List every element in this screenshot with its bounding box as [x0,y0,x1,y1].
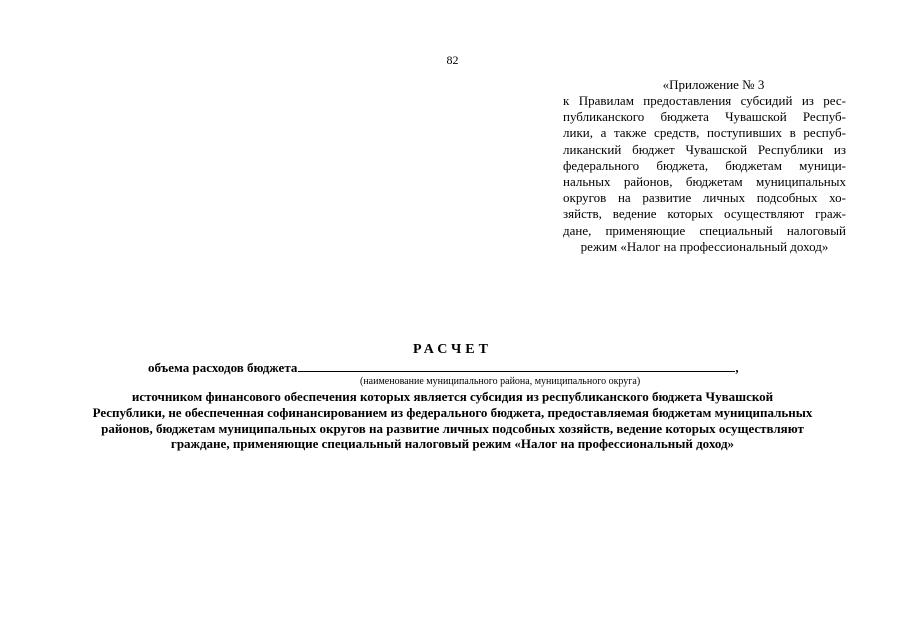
underline-caption: (наименование муниципального района, муниципального округа) [360,376,641,387]
appendix-line: ликанский бюджет Чувашской Республики из [563,141,846,157]
page-number: 82 [446,53,459,67]
body-line: источником финансового обеспечения которых является субсидия из республиканского бюджета Чувашской [131,389,774,404]
body-text [55,389,850,452]
subtitle-suffix: , [735,360,739,375]
body-line: Республики, не обеспеченная софинансированием из федерального бюджета, предоставляемая бюджетам муниципальных [92,404,813,420]
appendix-line: федерального бюджета, бюджетам муници- [563,157,846,173]
appendix-line: к Правилам предоставления субсидий из рес- [563,93,846,108]
appendix-line: лики, а также средств, поступивших в респуб- [563,125,846,141]
appendix-line: нальных районов, бюджетам муниципальных [563,173,846,189]
appendix-block [563,77,846,255]
body-line: граждане, применяющие специальный налоговый режим «Налог на профессиональный доход» [170,436,735,452]
appendix-line: зяйств, ведение которых осуществляют граж- [563,206,846,222]
appendix-last-line: режим «Налог на профессиональный доход» [580,238,829,254]
appendix-line: публиканского бюджета Чувашской Респуб- [563,109,846,125]
appendix-line: дане, применяющие специальный налоговый [563,222,846,238]
blank-underline [298,359,735,372]
body-line: районов, бюджетам муниципальных округов на развитие личных подсобных хозяйств, ведение которых осуществляют [101,420,804,436]
document-title: РАСЧЕТ [413,342,492,357]
appendix-title: «Приложение № 3 [662,77,765,92]
appendix-line: округов на развитие личных подсобных хо- [563,190,846,206]
subtitle-prefix: объема расходов бюджета [148,360,298,375]
subtitle-row [148,359,768,376]
